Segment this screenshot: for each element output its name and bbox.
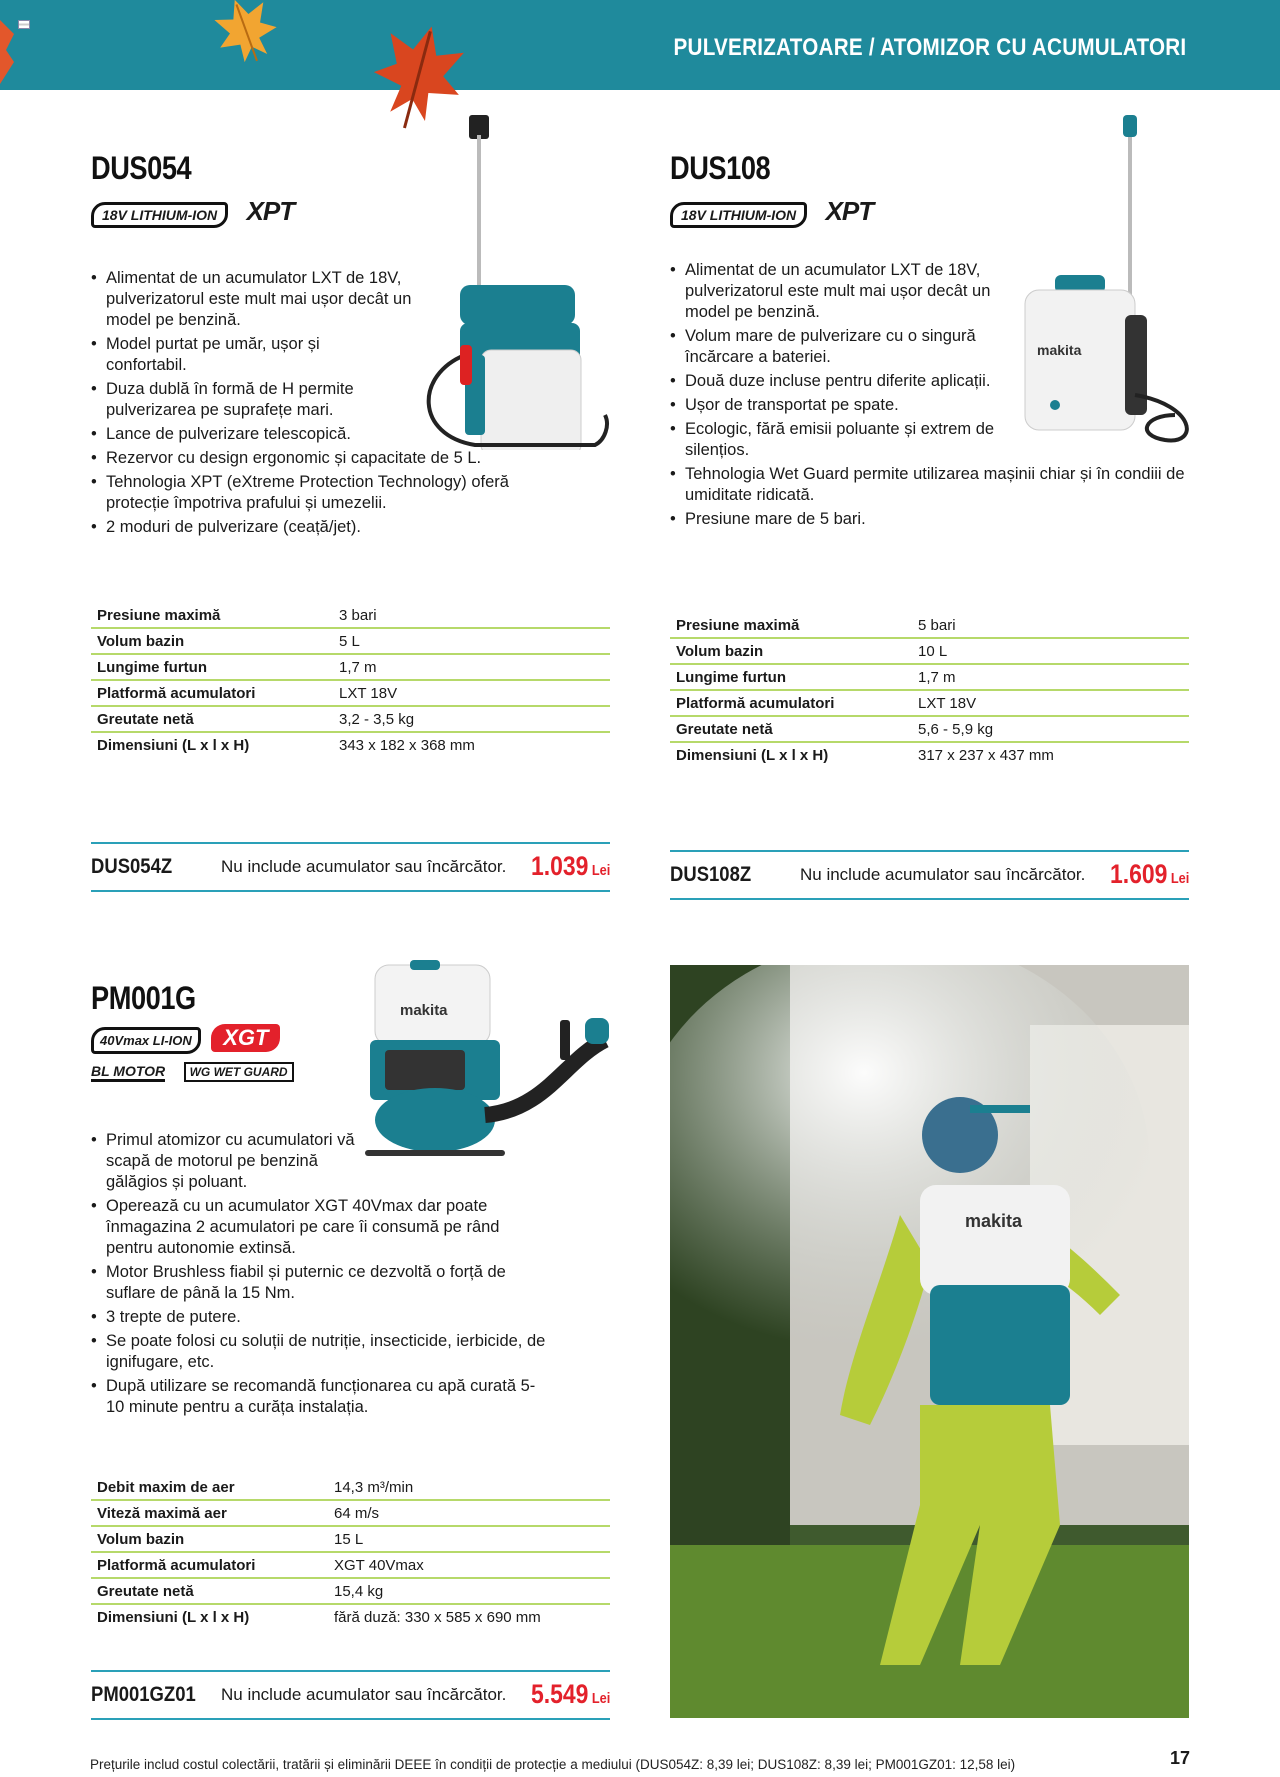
footer-disclaimer: Prețurile includ costul colectării, tratării și eliminării DEEE în condiții de protecție a mediului (DUS054Z: 8,39 lei; DUS108Z: 8,39 lei; PM001GZ01: 12,58 lei): [90, 1757, 1016, 1772]
table-row: Platformă acumulatori LXT 18V: [670, 690, 1189, 716]
table-row: Volum bazin 15 L: [91, 1526, 610, 1552]
badge-xpt-icon: XPT: [825, 196, 874, 226]
badges-dus108: [670, 196, 873, 228]
badges-pm001g: [91, 1024, 321, 1082]
badge-xgt-icon: XGT: [211, 1024, 280, 1052]
badges-dus054: [91, 196, 294, 228]
spec-table-pm001g: [91, 1475, 610, 1629]
feature-item: • Ecologic, fără emisii poluante și extrem de silențios.: [670, 419, 1030, 461]
sku-code: DUS108Z: [670, 863, 752, 886]
feature-item: • Volum mare de pulverizare cu o singură încărcare a bateriei.: [670, 326, 1015, 368]
badge-18v-icon: 18V LITHIUM-ION: [91, 202, 228, 228]
table-row: Dimensiuni (L x l x H) fără duză: 330 x 585 x 690 mm: [97, 1608, 541, 1626]
lifestyle-photo: [670, 965, 1189, 1718]
page-number: 17: [1170, 1748, 1191, 1768]
feature-item: • 2 moduri de pulverizare (ceață/jet).: [91, 517, 561, 538]
page-title: PULVERIZATOARE / ATOMIZOR CU ACUMULATORI: [673, 34, 1186, 61]
feature-item: • Ușor de transportat pe spate.: [670, 395, 1210, 416]
feature-item: • După utilizare se recomandă funcționarea cu apă curată 5-10 minute pentru a curăța instalația.: [91, 1376, 546, 1418]
table-row: Greutate netă 15,4 kg: [91, 1578, 610, 1604]
feature-item: • Lance de pulverizare telescopică.: [91, 424, 561, 445]
model-title-pm001g: PM001G: [91, 980, 196, 1016]
makita-logo: makita: [1037, 342, 1082, 358]
table-row: Lungime furtun 1,7 m: [670, 664, 1189, 690]
autumn-leaves-decoration: [0, 0, 470, 135]
table-row: Presiune maximă 3 bari: [91, 603, 610, 628]
table-row: Volum bazin 10 L: [670, 638, 1189, 664]
spec-table-dus054: [91, 603, 610, 757]
table-row: Greutate netă 5,6 - 5,9 kg: [670, 716, 1189, 742]
feature-item: • 3 trepte de putere.: [91, 1307, 561, 1328]
table-row: Platformă acumulatori XGT 40Vmax: [91, 1552, 610, 1578]
price-row-dus054: [91, 842, 610, 892]
price-note: Nu include acumulator sau încărcător.: [221, 1685, 507, 1704]
feature-item: • Operează cu un acumulator XGT 40Vmax dar poate înmagazina 2 acumulatori pe care îi consumă pe rând pentru autonomie extinsă.: [91, 1196, 526, 1259]
price-note: Nu include acumulator sau încărcător.: [800, 865, 1086, 884]
makita-logo: makita: [965, 1211, 1023, 1231]
feature-item: • Duza dublă în formă de H permite pulverizarea pe suprafețe mari.: [91, 379, 396, 421]
badge-wet-guard-icon: WG WET GUARD: [184, 1062, 294, 1082]
sku-code: PM001GZ01: [91, 1683, 196, 1706]
table-row: Presiune maximă 5 bari: [670, 613, 1189, 638]
price-row-dus108: [670, 850, 1189, 900]
badge-40vmax-icon: 40Vmax LI-ION: [91, 1027, 201, 1054]
price: 1.039 Lei: [530, 851, 610, 881]
feature-item: • Se poate folosi cu soluții de nutriție, insecticide, ierbicide, de ignifugare, etc.: [91, 1331, 566, 1373]
price: 5.549 Lei: [530, 1679, 610, 1709]
table-row: Lungime furtun 1,7 m: [91, 654, 610, 680]
feature-item: • Rezervor cu design ergonomic și capacitate de 5 L.: [91, 448, 561, 469]
feature-item: • Motor Brushless fiabil și puternic ce dezvoltă o forță de suflare de până la 15 Nm.: [91, 1262, 536, 1304]
features-pm001g: [91, 1130, 561, 1421]
table-row: Dimensiuni (L x l x H) 343 x 182 x 368 mm: [97, 736, 475, 754]
feature-item: • Presiune mare de 5 bari.: [670, 509, 1210, 530]
sku-code: DUS054Z: [91, 855, 173, 878]
table-row: Greutate netă 3,2 - 3,5 kg: [91, 706, 610, 732]
feature-item: • Primul atomizor cu acumulatori vă scapă de motorul pe benzină gălăgios și poluant.: [91, 1130, 361, 1193]
feature-item: • Alimentat de un acumulator LXT de 18V, pulverizatorul este mult mai ușor decât un model pe benzină.: [91, 268, 416, 331]
features-dus108: [670, 260, 1210, 533]
price-row-pm001g: [91, 1670, 610, 1720]
table-row: Platformă acumulatori LXT 18V: [91, 680, 610, 706]
table-row: Dimensiuni (L x l x H) 317 x 237 x 437 mm: [676, 746, 1054, 764]
spec-table-dus108: [670, 613, 1189, 767]
feature-item: • Alimentat de un acumulator LXT de 18V, pulverizatorul este mult mai ușor decât un model pe benzină.: [670, 260, 1030, 323]
badge-bl-motor-icon: BL MOTOR: [91, 1063, 165, 1082]
features-dus054: [91, 268, 561, 541]
price-note: Nu include acumulator sau încărcător.: [221, 857, 507, 876]
badge-18v-icon: 18V LITHIUM-ION: [670, 202, 807, 228]
feature-item: • Tehnologia Wet Guard permite utilizarea mașinii chiar și în condiii de umiditate ridicată.: [670, 464, 1215, 506]
feature-item: • Două duze incluse pentru diferite aplicații.: [670, 371, 1210, 392]
feature-item: • Model purtat pe umăr, ușor și confortabil.: [91, 334, 356, 376]
model-title-dus054: DUS054: [91, 150, 192, 186]
table-row: Volum bazin 5 L: [91, 628, 610, 654]
feature-item: • Tehnologia XPT (eXtreme Protection Technology) oferă protecție împotriva prafului și umezelii.: [91, 472, 566, 514]
table-row: Debit maxim de aer 14,3 m³/min: [91, 1475, 610, 1500]
model-title-dus108: DUS108: [670, 150, 771, 186]
table-row: Viteză maximă aer 64 m/s: [91, 1500, 610, 1526]
badge-xpt-icon: XPT: [246, 196, 295, 226]
makita-logo: makita: [400, 1002, 448, 1019]
price: 1.609 Lei: [1109, 859, 1189, 889]
